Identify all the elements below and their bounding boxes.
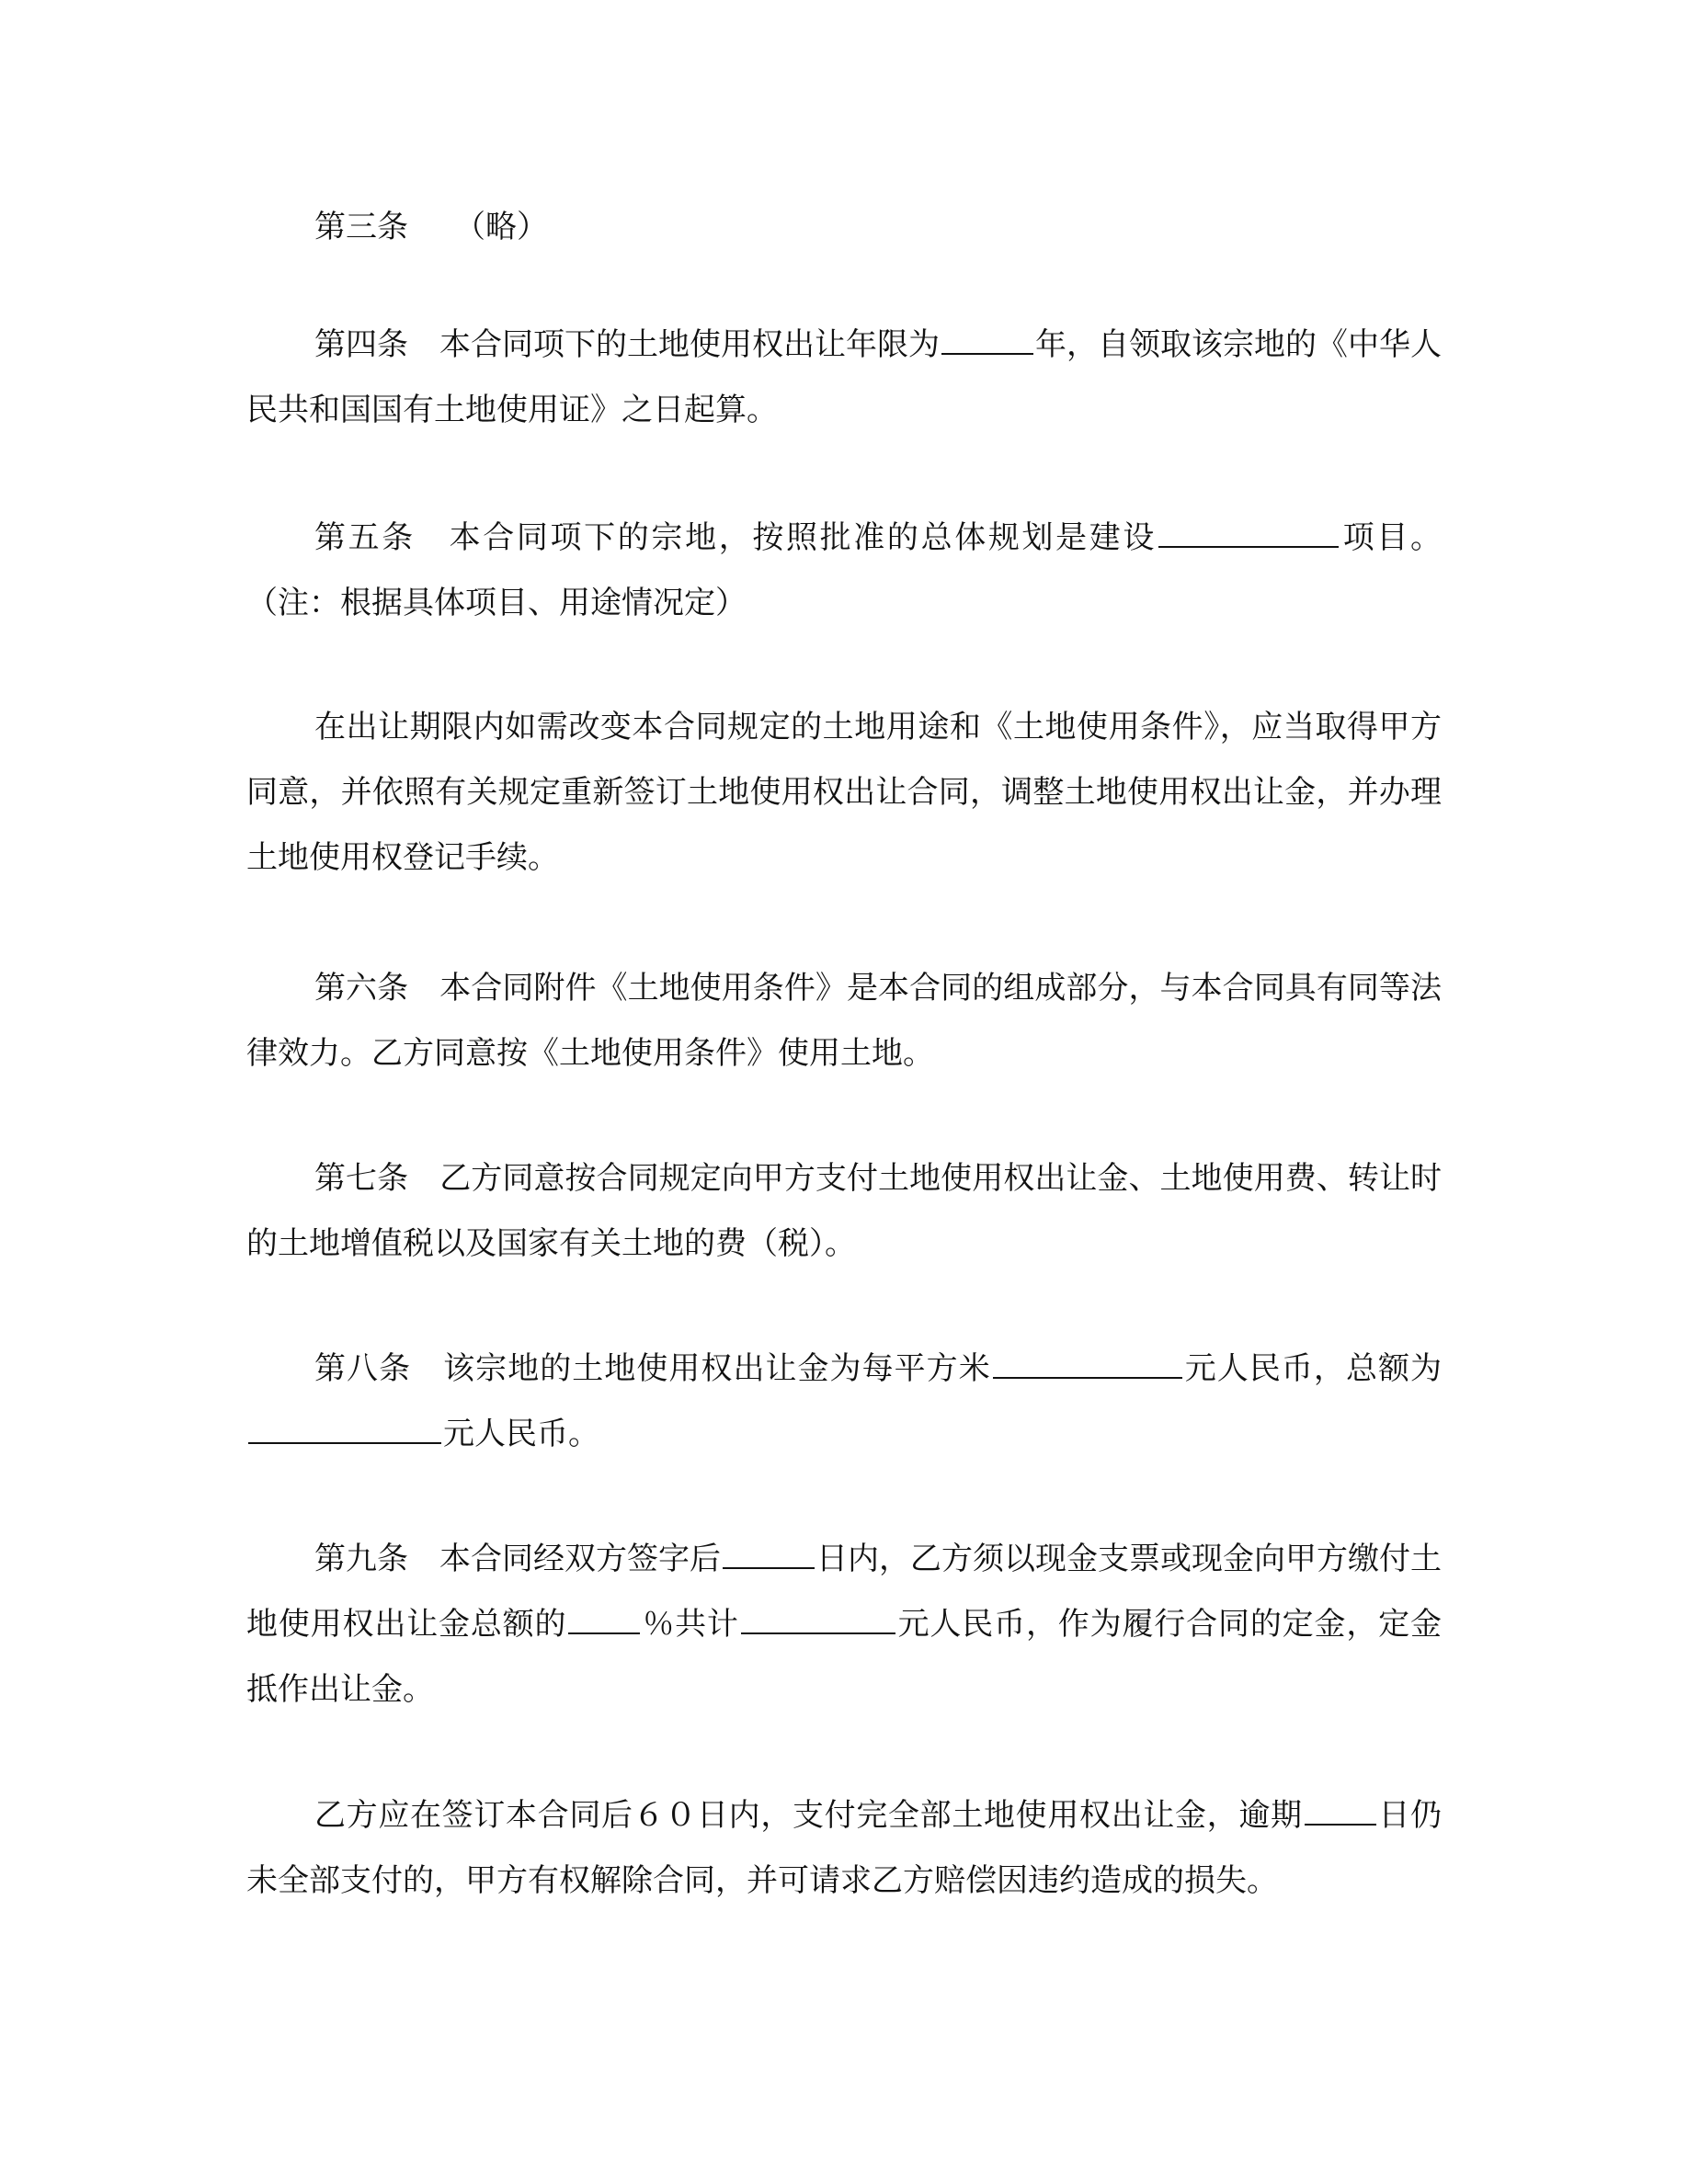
percent-blank — [568, 1596, 640, 1634]
article-8-text-b: 元人民币，总额为 — [1183, 1350, 1443, 1387]
article-9-payment — [246, 1783, 1442, 1914]
years-blank — [941, 316, 1033, 355]
total-amount-blank — [248, 1405, 441, 1444]
article-9-label: 第九条 — [314, 1541, 408, 1577]
article-7-label: 第七条 — [314, 1160, 409, 1197]
article-9-text-d: 元人民币，作为履行合同的定金，定金抵作出让金。 — [246, 1606, 1443, 1708]
article-3-label: 第三条 — [314, 209, 408, 245]
article-5-text-a: 本合同项下的宗地，按照批准的总体规划是建设 — [446, 519, 1158, 556]
article-4 — [246, 313, 1442, 443]
article-8-text-c: 元人民币。 — [443, 1416, 599, 1452]
deposit-amount-blank — [741, 1596, 895, 1634]
article-9-payment-text-b: 日仍未全部支付的，甲方有权解除合同，并可请求乙方赔偿因违约造成的损失。 — [246, 1797, 1443, 1899]
project-blank — [1158, 509, 1339, 548]
article-3 — [246, 195, 1442, 260]
article-5-label: 第五条 — [314, 519, 416, 556]
overdue-days-blank — [1305, 1787, 1376, 1826]
article-5 — [246, 506, 1442, 636]
article-5-text-b: 项目。（注：根据具体项目、用途情况定） — [246, 519, 1443, 621]
article-8-label: 第八条 — [314, 1350, 412, 1387]
article-9-text-c: ％共计 — [642, 1606, 739, 1643]
article-4-text-a: 本合同项下的土地使用权出让年限为 — [439, 326, 940, 363]
price-per-sqm-blank — [993, 1340, 1182, 1379]
days-blank — [723, 1530, 815, 1569]
article-5-change-text: 在出让期限内如需改变本合同规定的土地用途和《土地使用条件》，应当取得甲方同意，并依照有关规定重新签订土地使用权出让合同，调整土地使用权出让金，并办理土地使用权登记手续。 — [246, 709, 1442, 876]
article-5-change — [246, 695, 1442, 891]
article-8 — [246, 1337, 1442, 1467]
article-7 — [246, 1146, 1442, 1277]
article-9-text-b: 日内，乙方须以现金支票或现金向甲方缴付土地使用权出让金总额的 — [246, 1541, 1442, 1643]
article-6-text: 本合同附件《土地使用条件》是本合同的组成部分，与本合同具有同等法律效力。乙方同意按《土地使用条件》使用土地。 — [246, 970, 1442, 1072]
article-4-text-b: 年，自领取该宗地的《中华人民共和国国有土地使用证》之日起算。 — [246, 326, 1442, 428]
article-8-text-a: 该宗地的土地使用权出让金为每平方米 — [442, 1350, 991, 1387]
article-7-text: 乙方同意按合同规定向甲方支付土地使用权出让金、土地使用费、转让时的土地增值税以及国家有关土地的费（税）。 — [246, 1160, 1442, 1262]
article-4-label: 第四条 — [314, 326, 408, 363]
article-9 — [246, 1527, 1442, 1723]
article-9-text-a: 本合同经双方签字后 — [439, 1541, 721, 1577]
article-9-payment-text-a: 乙方应在签订本合同后６０日内，支付完全部土地使用权出让金，逾期 — [314, 1797, 1303, 1834]
article-3-text: （略） — [454, 209, 548, 245]
article-6 — [246, 956, 1442, 1086]
article-6-label: 第六条 — [314, 970, 409, 1007]
